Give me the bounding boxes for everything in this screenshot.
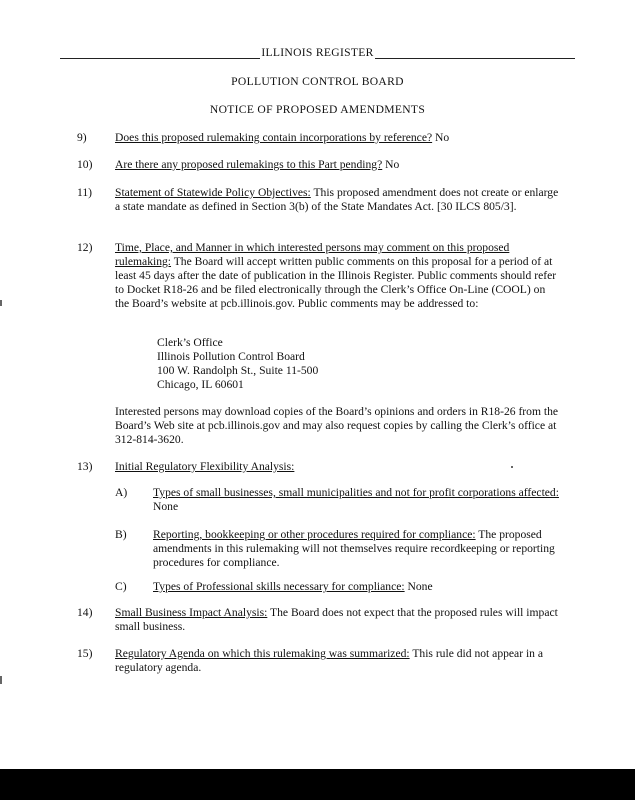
address-line: Chicago, IL 60601	[157, 378, 244, 391]
subitem-body	[153, 580, 560, 594]
item-heading: Are there any proposed rulemakings to this Part pending?	[115, 158, 383, 171]
scan-edge-bar	[0, 769, 635, 800]
item-body	[115, 241, 560, 311]
item-text: This rule did not appear in a regulatory agenda.	[115, 647, 544, 674]
subitem-text: None	[153, 500, 179, 513]
download-paragraph: Interested persons may download copies of the Board’s opinions and orders in R18-26 from the Board’s Web site at pcb.illinois.gov and may also request copies by calling the Clerk’s office at 312-814-3620.	[115, 405, 559, 446]
item-body	[115, 131, 560, 145]
subitem-text: The proposed amendments in this rulemaking will not themselves require recordkeeping or reporting procedures for compliance.	[153, 528, 555, 569]
item-heading: Time, Place, and Manner in which interested persons may comment on this proposed rulemaking:	[115, 241, 510, 268]
agency-title: POLLUTION CONTROL BOARD	[231, 75, 404, 88]
item-text: The Board does not expect that the proposed rules will impact small business.	[115, 606, 558, 633]
address-line: Illinois Pollution Control Board	[157, 350, 305, 363]
subitem-heading: Types of Professional skills necessary for compliance:	[153, 580, 405, 593]
address-line: 100 W. Randolph St., Suite 11-500	[157, 364, 319, 377]
item-number: 15)	[77, 647, 93, 660]
item-number: 13)	[77, 460, 93, 473]
subitem-heading: Types of small businesses, small municipalities and not for profit corporations affected:	[153, 486, 559, 499]
subitem-body	[153, 528, 560, 570]
subitem-heading: Reporting, bookkeeping or other procedures required for compliance:	[153, 528, 476, 541]
subitem-letter: C)	[115, 580, 127, 593]
register-title: ILLINOIS REGISTER	[261, 46, 374, 59]
item-number: 12)	[77, 241, 93, 254]
subitem-letter: B)	[115, 528, 127, 541]
address-line: Clerk’s Office	[157, 336, 223, 349]
item-body	[115, 186, 560, 214]
notice-title: NOTICE OF PROPOSED AMENDMENTS	[209, 103, 426, 116]
item-heading: Small Business Impact Analysis:	[115, 606, 268, 619]
item-heading: Regulatory Agenda on which this rulemaking was summarized:	[115, 647, 410, 660]
item-number: 9)	[77, 131, 87, 144]
subitem-letter: A)	[115, 486, 128, 499]
item-text: This proposed amendment does not create or enlarge a state mandate as defined in Section 3(b) of the State Mandates Act. [30 ILCS 805/3].	[115, 186, 559, 213]
item-body	[115, 606, 560, 634]
item-number: 11)	[77, 186, 93, 199]
item-text: No	[382, 158, 400, 171]
item-text: No	[432, 131, 450, 144]
item-body	[115, 460, 560, 474]
item-body	[115, 158, 560, 172]
scan-speck	[0, 676, 2, 684]
subitem-body	[153, 486, 560, 514]
subitem-text: None	[404, 580, 433, 593]
item-number: 10)	[77, 158, 93, 171]
item-body	[115, 647, 560, 675]
item-text: The Board will accept written public comments on this proposal for a period of at least 45 days after the date of publication in the Illinois Register. Public comments should refer to Docket R18-26 and be filed electronically through the Clerk’s Office On-Line (COOL) on the Board’s website at pcb.illinois.gov. Public comments may be addressed to:	[115, 255, 557, 310]
item-heading: Initial Regulatory Flexibility Analysis:	[115, 460, 295, 473]
item-heading: Statement of Statewide Policy Objectives:	[115, 186, 311, 199]
item-number: 14)	[77, 606, 93, 619]
scan-speck	[511, 466, 513, 468]
scan-speck	[0, 300, 2, 306]
item-heading: Does this proposed rulemaking contain incorporations by reference?	[115, 131, 433, 144]
mailing-address	[157, 336, 318, 392]
